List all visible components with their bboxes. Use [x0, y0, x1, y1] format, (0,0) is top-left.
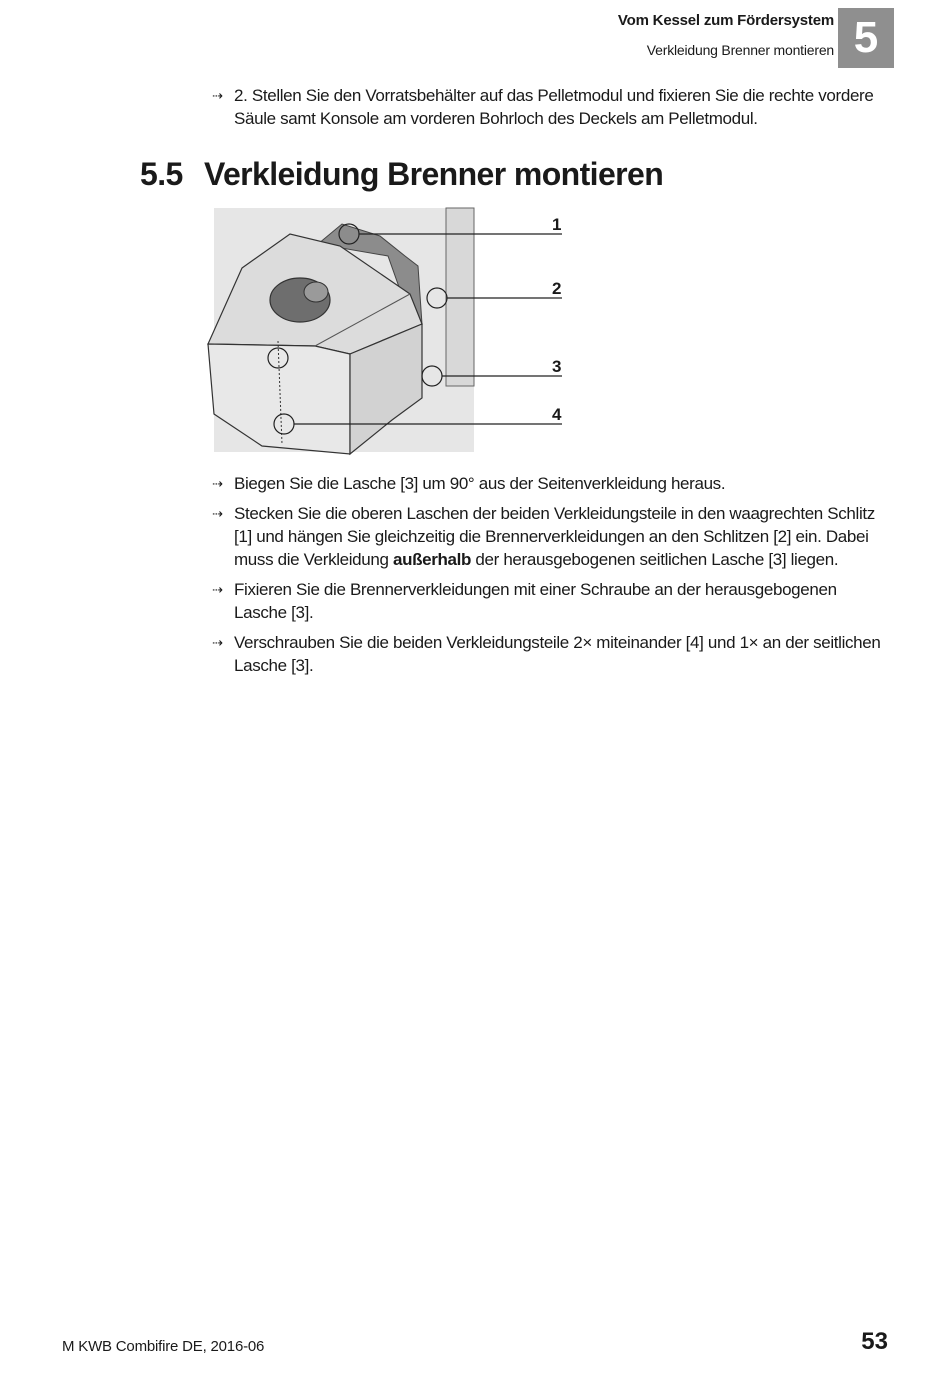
dotted-arrow-icon: ⇢	[212, 635, 223, 650]
section-heading	[140, 156, 663, 193]
intro-step-text: 2. Stellen Sie den Vorratsbehälter auf das Pelletmodul und fixieren Sie die rechte vordere Säule samt Konsole am vorderen Bohrloch des Deckels am Pelletmodul.	[234, 86, 874, 128]
callout-label-4: 4	[552, 405, 562, 424]
side-panel	[446, 208, 474, 386]
page-number: 53	[861, 1328, 888, 1355]
callout-label-2: 2	[552, 279, 562, 298]
step-4-text: Verschrauben Sie die beiden Verkleidungsteile 2× miteinander [4] und 1× an der seitlichen Lasche [3].	[234, 633, 881, 675]
header-chapter-title: Vom Kessel zum Fördersystem	[617, 12, 834, 29]
callout-label-1: 1	[552, 215, 562, 234]
header-section-title: Verkleidung Brenner montieren	[646, 42, 834, 58]
step-2	[212, 502, 884, 571]
dotted-arrow-icon: ⇢	[212, 476, 223, 491]
step-1-text: Biegen Sie die Lasche [3] um 90° aus der Seitenverkleidung heraus.	[234, 474, 726, 493]
step-4	[212, 631, 884, 677]
burner-cover-illustration	[200, 206, 570, 456]
section-title-text: Verkleidung Brenner montieren	[204, 156, 664, 192]
dotted-arrow-icon: ⇢	[212, 506, 223, 521]
footer-doc-id: M KWB Combifire DE, 2016-06	[62, 1338, 265, 1355]
section-number: 5.5	[140, 156, 183, 192]
step-3	[212, 578, 884, 624]
chapter-number-badge: 5	[838, 8, 894, 68]
step-2-text-before: Stecken Sie die oberen Laschen der beiden Verkleidungsteile in den waagrechten Schlitz [1] und hängen Sie gleichzeitig die Brennerverkleidungen an den Schlitzen [2] ein. Dabei muss die Verkleidung	[234, 504, 875, 569]
intro-step	[212, 84, 884, 130]
dotted-arrow-icon: ⇢	[212, 88, 223, 103]
step-1	[212, 472, 884, 495]
step-3-text: Fixieren Sie die Brennerverkleidungen mit einer Schraube an der herausgebogenen Lasche [3].	[234, 580, 837, 622]
step-2-emphasis: außerhalb	[392, 550, 472, 569]
dotted-arrow-icon: ⇢	[212, 582, 223, 597]
callout-label-3: 3	[552, 357, 562, 376]
step-2-text-after: der herausgebogenen seitlichen Lasche [3] liegen.	[471, 550, 839, 569]
burner-tube	[304, 282, 328, 302]
burner-cover-figure	[200, 206, 570, 461]
step-2-text	[212, 502, 884, 571]
